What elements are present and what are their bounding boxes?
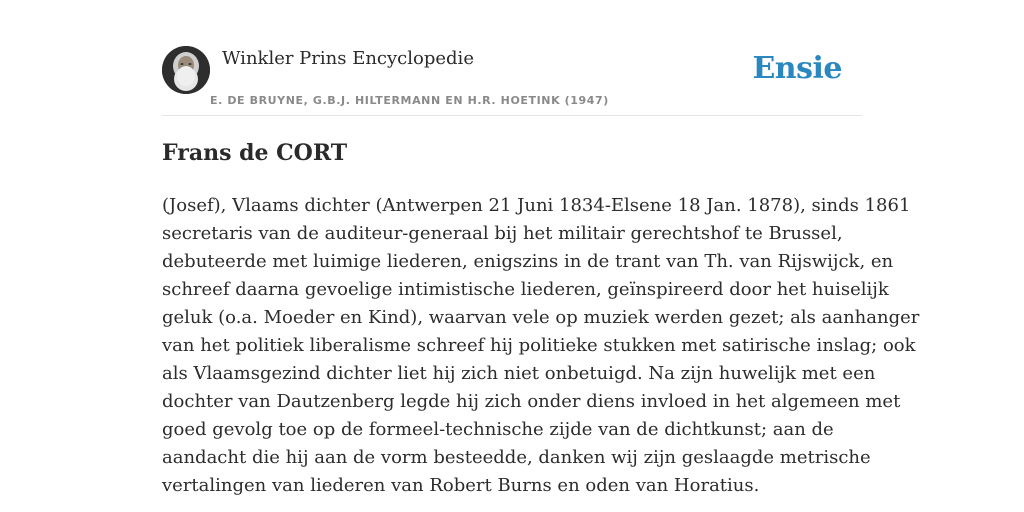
brand-logo[interactable]: Ensie xyxy=(752,51,842,86)
body-line: secretaris van de auditeur-generaal bij het militair gerechtshof te Brussel, xyxy=(162,223,843,244)
publication-title[interactable]: Winkler Prins Encyclopedie xyxy=(222,48,474,69)
body-line: goed gevolg toe op de formeel-technische zijde van de dichtkunst; aan de xyxy=(162,419,834,440)
entry-body xyxy=(162,192,920,500)
body-line: (Josef), Vlaams dichter (Antwerpen 21 Juni 1834-Elsene 18 Jan. 1878), sinds 1861 xyxy=(162,195,911,216)
publication-authors: E. DE BRUYNE, G.B.J. HILTERMANN EN H.R. HOETINK (1947) xyxy=(210,94,609,107)
body-line: als Vlaamsgezind dichter liet hij zich niet onbetuigd. Na zijn huwelijk met een xyxy=(162,363,876,384)
body-line: vertalingen van liederen van Robert Burns en oden van Horatius. xyxy=(162,475,760,496)
body-line: aandacht die hij aan de vorm besteedde, danken wij zijn geslaagde metrische xyxy=(162,447,871,468)
body-line: debuteerde met luimige liederen, enigszins in de trant van Th. van Rijswijck, en xyxy=(162,251,894,272)
entry-title: Frans de CORT xyxy=(162,140,348,166)
publication-header xyxy=(162,46,862,116)
portrait-avatar-icon[interactable] xyxy=(162,46,210,94)
body-line: dochter van Dautzenberg legde hij zich onder diens invloed in het algemeen met xyxy=(162,391,901,412)
body-line: van het politiek liberalisme schreef hij politieke stukken met satirische inslag; ook xyxy=(162,335,916,356)
body-line: geluk (o.a. Moeder en Kind), waarvan vele op muziek werden gezet; als aanhanger xyxy=(162,307,920,328)
body-line: schreef daarna gevoelige intimistische liederen, geïnspireerd door het huiselijk xyxy=(162,279,889,300)
